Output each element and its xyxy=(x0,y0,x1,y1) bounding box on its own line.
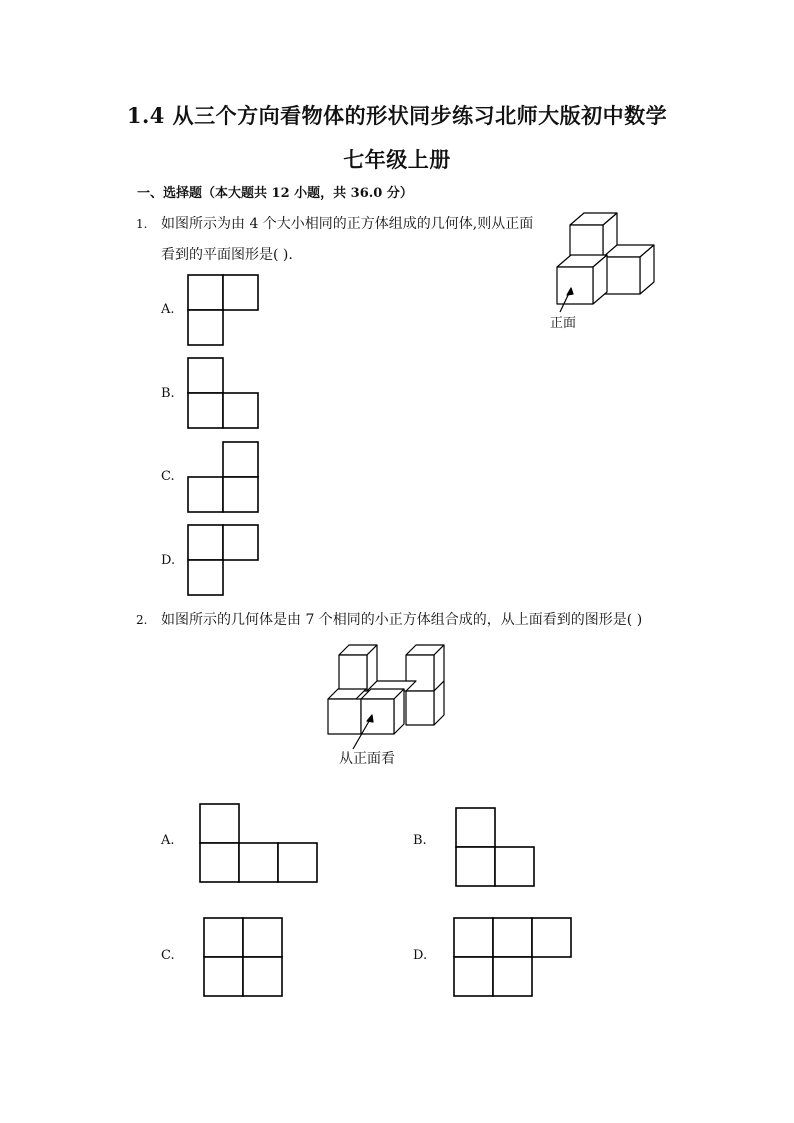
option-c-label: C. xyxy=(161,948,175,963)
option-c-figure[interactable] xyxy=(203,917,285,997)
page-subtitle: 七年级上册 xyxy=(343,147,451,172)
question-text: 如图所示的几何体是由 7 个相同的小正方体组合成的，从上面看到的图形是( ) xyxy=(161,612,643,628)
question-number: 2. xyxy=(136,613,148,627)
option-c-figure[interactable] xyxy=(187,441,261,515)
option-a-label: A. xyxy=(161,302,175,317)
figure-label-front-view: 从正面看 xyxy=(339,751,395,767)
option-d-figure[interactable] xyxy=(187,524,261,598)
option-b-label: B. xyxy=(413,833,427,848)
section-heading: 一、选择题（本大题共 12 小题，共 36.0 分） xyxy=(137,186,413,201)
option-d-label: D. xyxy=(413,948,428,963)
q2-cube-figure xyxy=(325,643,460,773)
option-b-figure[interactable] xyxy=(455,807,537,887)
option-b-figure[interactable] xyxy=(187,357,261,431)
question-number: 1. xyxy=(136,217,148,231)
option-b-label: B. xyxy=(161,386,175,401)
option-d-figure[interactable] xyxy=(453,917,573,997)
question-text-line1: 如图所示为由 4 个大小相同的正方体组成的几何体,则从正面 xyxy=(161,216,534,232)
option-a-figure[interactable] xyxy=(187,274,261,348)
option-c-label: C. xyxy=(161,469,175,484)
option-a-figure[interactable] xyxy=(199,803,319,885)
option-d-label: D. xyxy=(161,553,176,568)
option-a-label: A. xyxy=(161,833,175,848)
q1-cube-figure xyxy=(550,205,660,335)
figure-label-front: 正面 xyxy=(550,316,577,331)
question-text-line2: 看到的平面图形是( ). xyxy=(161,247,293,263)
page-title: 1.4 从三个方向看物体的形状同步练习北师大版初中数学 xyxy=(126,103,668,128)
